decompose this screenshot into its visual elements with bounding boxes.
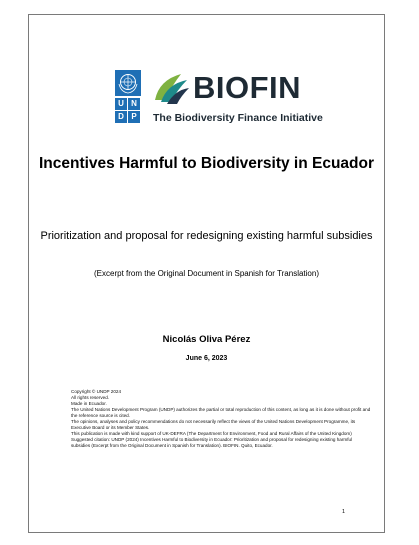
document-title: Incentives Harmful to Biodiversity in Ecuador <box>38 155 375 172</box>
logo-block <box>115 70 335 130</box>
author-name: Nicolás Oliva Pérez <box>162 334 251 345</box>
biofin-leaf-icon <box>151 70 191 106</box>
excerpt-note: (Excerpt from the Original Document in Spanish for Translation) <box>94 269 319 278</box>
biofin-wordmark: BIOFIN <box>193 70 302 105</box>
un-emblem-icon <box>115 70 141 96</box>
undp-letter: D <box>115 111 127 123</box>
legal-line: Made in Ecuador. <box>71 401 107 406</box>
page-number: 1 <box>341 509 345 515</box>
legal-line: The United Nations Development Program (UNDP) authorizes the partial or total reproduction of this content, as long as it is done without profit and the reference source is cited. <box>71 407 371 418</box>
legal-line: This publication is made with kind support of UK-DEFRA (The Department for Environment, Food and Rural Affairs of the United Kingdom) <box>71 431 352 436</box>
legal-line: All rights reserved. <box>71 395 110 400</box>
legal-notice <box>71 389 371 449</box>
biofin-tagline: The Biodiversity Finance Initiative <box>153 112 323 124</box>
legal-line: Copyright © UNDP 2024 <box>71 389 122 394</box>
document-subtitle: Prioritization and proposal for redesigning existing harmful subsidies <box>40 230 373 242</box>
legal-line: The opinions, analyses and policy recommendations do not necessarily reflect the views of the United Nations Development Programme, its Executive Board or its Member States. <box>71 419 356 430</box>
legal-line: Suggested citation: UNDP (2024) Incentives Harmful to Biodiversity in Ecuador: Prioritization and proposal for redesigning existing harmful subsidies (Excerpt from the Original Document in Spanish for Translation). BIOFIN. Quito, Ecuador. <box>71 437 353 448</box>
undp-letter: N <box>128 98 140 110</box>
undp-logo <box>115 70 141 128</box>
undp-letter: U <box>115 98 127 110</box>
document-page <box>28 14 385 533</box>
undp-letter: P <box>128 111 140 123</box>
publication-date: June 6, 2023 <box>185 355 228 362</box>
